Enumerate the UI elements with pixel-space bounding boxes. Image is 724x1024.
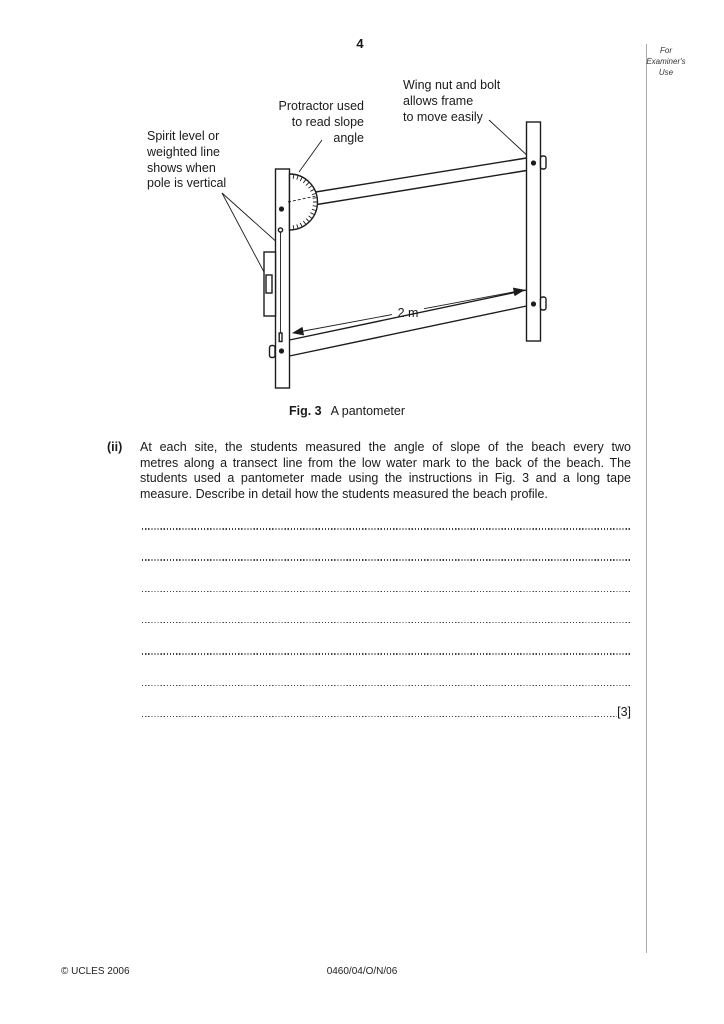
protractor	[288, 174, 318, 230]
pantometer-diagram	[140, 70, 560, 400]
examiner-use-note	[644, 45, 688, 78]
question-text: At each site, the students measured the angle of slope of the beach every two metres along a transect line from the low water mark to the back of the beach. The students used a pantometer made using the instructions in Fig. 3 and a long tape measure. Describe in detail how the students measured the beach profile.	[140, 440, 631, 502]
page-number: 4	[356, 36, 364, 51]
paper-code: 0460/04/O/N/06	[326, 966, 398, 977]
answer-line	[142, 716, 617, 718]
wing-nut-pointer-line	[489, 120, 531, 159]
protractor-pointer-line	[299, 140, 322, 172]
protractor-label: Protractor used to read slope angle	[278, 99, 364, 145]
answer-line	[142, 559, 631, 561]
figure-caption	[140, 404, 554, 418]
left-pole	[276, 169, 290, 388]
right-pole	[527, 122, 541, 341]
distance-arrow	[293, 290, 524, 333]
question-number: (ii)	[107, 440, 123, 454]
examiner-use-line: Use	[658, 68, 674, 77]
examiner-use-line: For	[660, 46, 672, 55]
answer-line	[142, 622, 631, 624]
copyright-notice: © UCLES 2006	[61, 966, 130, 977]
figure-caption-text: A pantometer	[330, 404, 405, 418]
answer-line	[142, 591, 631, 593]
answer-line	[142, 528, 631, 530]
lower-cross-bar	[290, 290, 527, 356]
spirit-level	[264, 252, 276, 316]
figure-caption-number: Fig. 3	[288, 404, 322, 418]
left-pole-bolt-top	[279, 206, 284, 211]
examiner-column-rule	[646, 44, 647, 953]
answer-lines	[142, 528, 631, 728]
upper-cross-bar	[316, 158, 527, 205]
answer-line	[142, 685, 631, 687]
spirit-pointer-line-b	[222, 193, 264, 272]
spirit-level-vial	[266, 275, 272, 293]
spirit-level-label: Spirit level or weighted line shows when pole is vertical	[147, 129, 227, 191]
plumb-bob	[279, 333, 282, 342]
examiner-use-line: Examiner's	[646, 57, 686, 66]
distance-label: 2 m	[397, 306, 419, 320]
answer-line	[142, 653, 631, 655]
wing-nut-label: Wing nut and bolt allows frame to move easily	[403, 78, 501, 124]
spirit-pointer-line-a	[222, 193, 280, 245]
marks-badge: [3]	[617, 705, 631, 719]
